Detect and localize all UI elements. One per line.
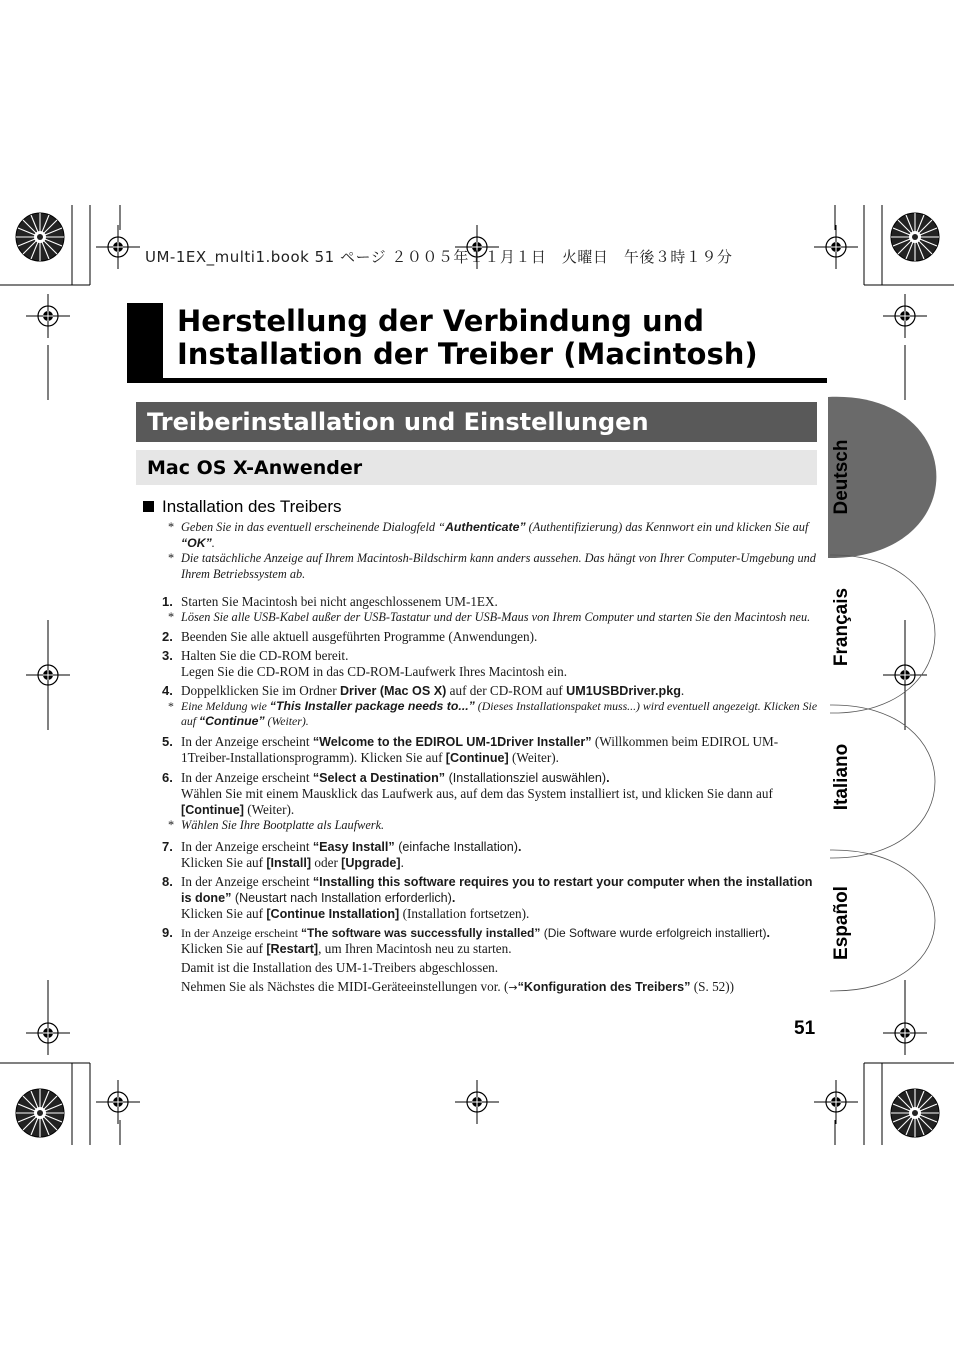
- title-rule: [127, 378, 827, 383]
- step-number: 6.: [162, 769, 173, 785]
- step-1: 1. Starten Sie Macintosh bei nicht angeschlossenem UM-1EX.: [162, 594, 498, 609]
- step-4-note: * Eine Meldung wie “This Installer package needs to...” (Dieses Installationspaket muss...) wird eventuell angezeigt. Klicken Sie auf “Continue” (Weiter).: [168, 698, 818, 728]
- chapter-title-block: [127, 303, 827, 383]
- step-6-note: * Wählen Sie Ihre Bootplatte als Laufwerk.: [168, 817, 385, 832]
- step-number: 2.: [162, 628, 173, 644]
- note-display-differs: * Die tatsächliche Anzeige auf Ihrem Macintosh-Bildschirm kann anders aussehen. Das hängt von Ihrer Computer-Umgebung und Ihrem Betriebssystem ab.: [168, 551, 816, 581]
- step-number: 5.: [162, 733, 173, 749]
- step-number: 4.: [162, 682, 173, 698]
- square-bullet-icon: [143, 501, 154, 512]
- step-6: 6. In der Anzeige erscheint “Select a Destination” (Installationsziel auswählen). Wählen Sie mit einem Mausklick das Laufwerk aus, auf dem das System installiert ist, und klicken Sie dann auf [Continue] (Weiter).: [162, 769, 773, 817]
- page-number: 51: [794, 1018, 816, 1039]
- asterisk-icon: *: [168, 551, 175, 565]
- chapter-title-line1: Herstellung der Verbindung und: [177, 304, 705, 338]
- step-number: 1.: [162, 594, 173, 609]
- subsection-title: Mac OS X-Anwender: [147, 457, 363, 479]
- step-9: 9. In der Anzeige erscheint “The software was successfully installed” (Die Software wurde erfolgreich installiert). Klicken Sie auf [Restart], um Ihren Macintosh neu zu starten. Damit ist die Installation des UM-1-Treibers abgeschlossen. Nehmen Sie als Nächstes die MIDI-Geräteeinstellungen vor. (→“Konfiguration des Treibers” (S. 52)): [162, 925, 770, 994]
- installation-heading-text: Installation des Treibers: [162, 497, 342, 516]
- step-number: 9.: [162, 925, 173, 940]
- step-number: 8.: [162, 874, 173, 889]
- arrow-right-icon: →: [508, 981, 518, 994]
- asterisk-icon: *: [168, 817, 175, 832]
- installation-content: [160, 520, 820, 996]
- step-1-note: * Lösen Sie alle USB-Kabel außer der USB-Tastatur und der USB-Maus von Ihrem Computer und starten Sie den Macintosh neu.: [168, 610, 811, 624]
- section-bar: [136, 402, 817, 442]
- asterisk-icon: *: [168, 520, 175, 534]
- step-4: 4. Doppelklicken Sie im Ordner Driver (Mac OS X) auf der CD-ROM auf UM1USBDriver.pkg.: [162, 682, 685, 698]
- tab-francais[interactable]: Français: [831, 587, 852, 667]
- tab-italiano[interactable]: Italiano: [831, 743, 852, 811]
- note-authenticate: * Geben Sie in das eventuell erscheinende Dialogfeld “Authenticate” (Authentifizierung) das Kennwort ein und klicken Sie auf “OK”.: [168, 520, 809, 550]
- subsection-bar: [136, 450, 817, 485]
- installation-heading: [143, 497, 342, 517]
- step-2: 2. Beenden Sie alle aktuell ausgeführten Programme (Anwendungen).: [162, 628, 538, 644]
- step-7: 7. In der Anzeige erscheint “Easy Install” (einfache Installation). Klicken Sie auf [Install] oder [Upgrade].: [162, 839, 522, 870]
- chapter-title: [177, 305, 758, 371]
- section-title: Treiberinstallation und Einstellungen: [147, 408, 649, 436]
- step-number: 7.: [162, 839, 173, 854]
- print-header: UM-1EX_multi1.book 51 ページ ２００５年１１月１日 火曜日 午後３時１９分: [145, 248, 733, 266]
- title-black-bar: [127, 303, 163, 380]
- step-5: 5. In der Anzeige erscheint “Welcome to the EDIROL UM-1Driver Installer” (Willkommen beim EDIROL UM-1Treiber-Installationsprogramm). Klicken Sie auf [Continue] (Weiter).: [162, 733, 779, 765]
- tab-espanol[interactable]: Español: [831, 886, 852, 960]
- step-number: 3.: [162, 647, 173, 663]
- step-3: 3. Halten Sie die CD-ROM bereit. Legen Sie die CD-ROM in das CD-ROM-Laufwerk Ihres Macintosh ein.: [162, 647, 568, 679]
- step-8: 8. In der Anzeige erscheint “Installing this software requires you to restart your computer when the installation is done” (Neustart nach Installation erforderlich). Klicken Sie auf [Continue Installation] (Installation fortsetzen).: [162, 874, 813, 921]
- asterisk-icon: *: [168, 698, 174, 713]
- chapter-title-line2: Installation der Treiber (Macintosh): [177, 337, 758, 371]
- asterisk-icon: *: [168, 610, 175, 624]
- tab-deutsch[interactable]: Deutsch: [831, 439, 852, 515]
